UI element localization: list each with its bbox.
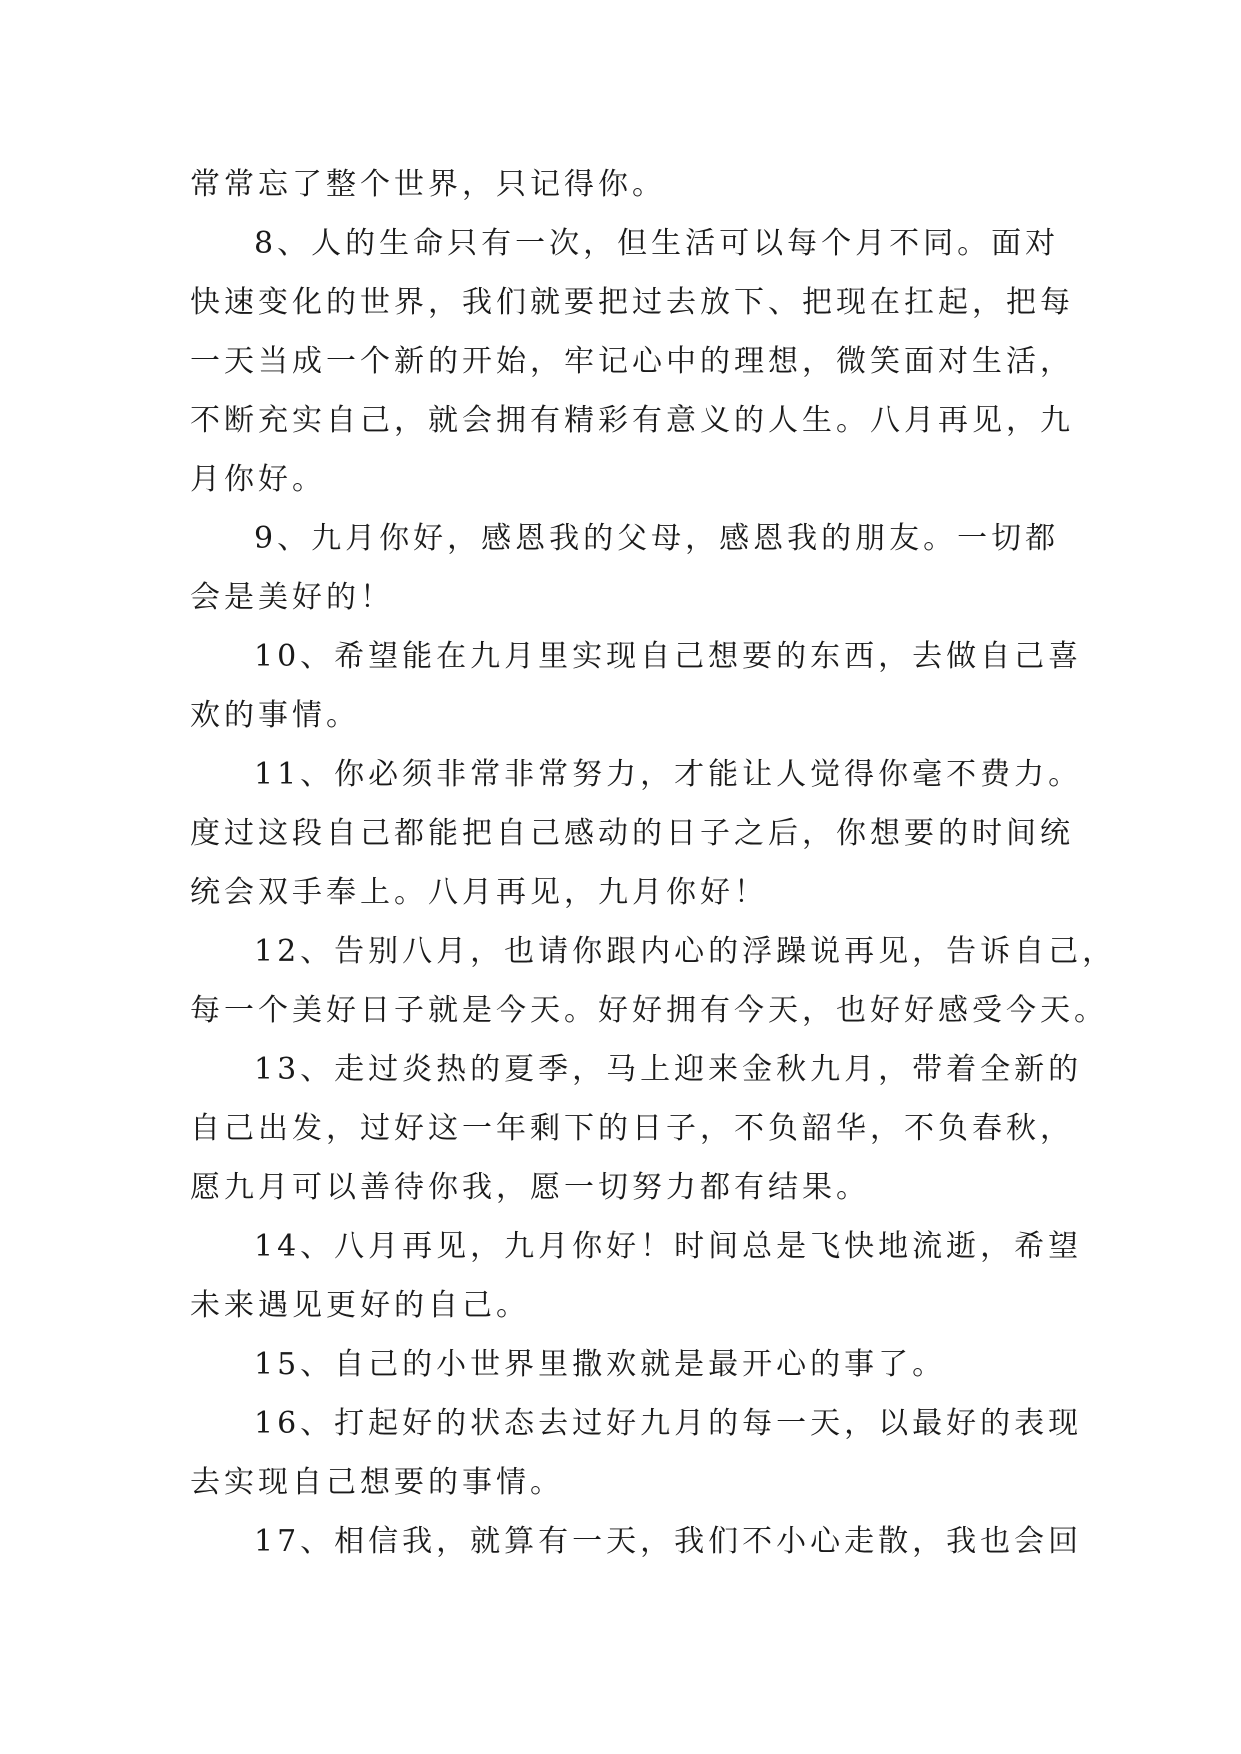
text-line: 一天当成一个新的开始，牢记心中的理想，微笑面对生活， [190, 344, 1074, 379]
text-line: 10、希望能在九月里实现自己想要的东西，去做自己喜 [254, 639, 1083, 674]
text-line: 欢的事情。 [190, 698, 360, 733]
text-line: 9、九月你好，感恩我的父母，感恩我的朋友。一切都 [254, 521, 1060, 556]
text-line: 愿九月可以善待你我，愿一切努力都有结果。 [190, 1170, 870, 1205]
text-line: 度过这段自己都能把自己感动的日子之后，你想要的时间统 [190, 816, 1074, 851]
text-line: 16、打起好的状态去过好九月的每一天，以最好的表现 [254, 1406, 1083, 1441]
text-line: 自己出发，过好这一年剩下的日子，不负韶华，不负春秋， [190, 1111, 1074, 1146]
text-line: 15、自己的小世界里撒欢就是最开心的事了。 [254, 1347, 947, 1382]
text-line: 12、告别八月，也请你跟内心的浮躁说再见，告诉自己， [254, 934, 1117, 969]
text-line: 13、走过炎热的夏季，马上迎来金秋九月，带着全新的 [254, 1052, 1083, 1087]
text-line: 常常忘了整个世界，只记得你。 [190, 167, 666, 202]
text-line: 11、你必须非常非常努力，才能让人觉得你毫不费力。 [254, 757, 1083, 792]
text-line: 17、相信我，就算有一天，我们不小心走散，我也会回 [254, 1524, 1083, 1559]
text-line: 8、人的生命只有一次，但生活可以每个月不同。面对 [254, 226, 1060, 261]
text-line: 去实现自己想要的事情。 [190, 1465, 564, 1500]
text-line: 月你好。 [190, 462, 326, 497]
document-body [190, 155, 1117, 1571]
text-line: 每一个美好日子就是今天。好好拥有今天，也好好感受今天。 [190, 993, 1108, 1028]
text-line: 14、八月再见，九月你好！时间总是飞快地流逝，希望 [254, 1229, 1083, 1264]
text-line: 快速变化的世界，我们就要把过去放下、把现在扛起，把每 [190, 285, 1074, 320]
text-line: 不断充实自己，就会拥有精彩有意义的人生。八月再见，九 [190, 403, 1074, 438]
text-line: 会是美好的！ [190, 580, 394, 615]
text-line: 未来遇见更好的自己。 [190, 1288, 530, 1323]
text-line: 统会双手奉上。八月再见，九月你好！ [190, 875, 768, 910]
